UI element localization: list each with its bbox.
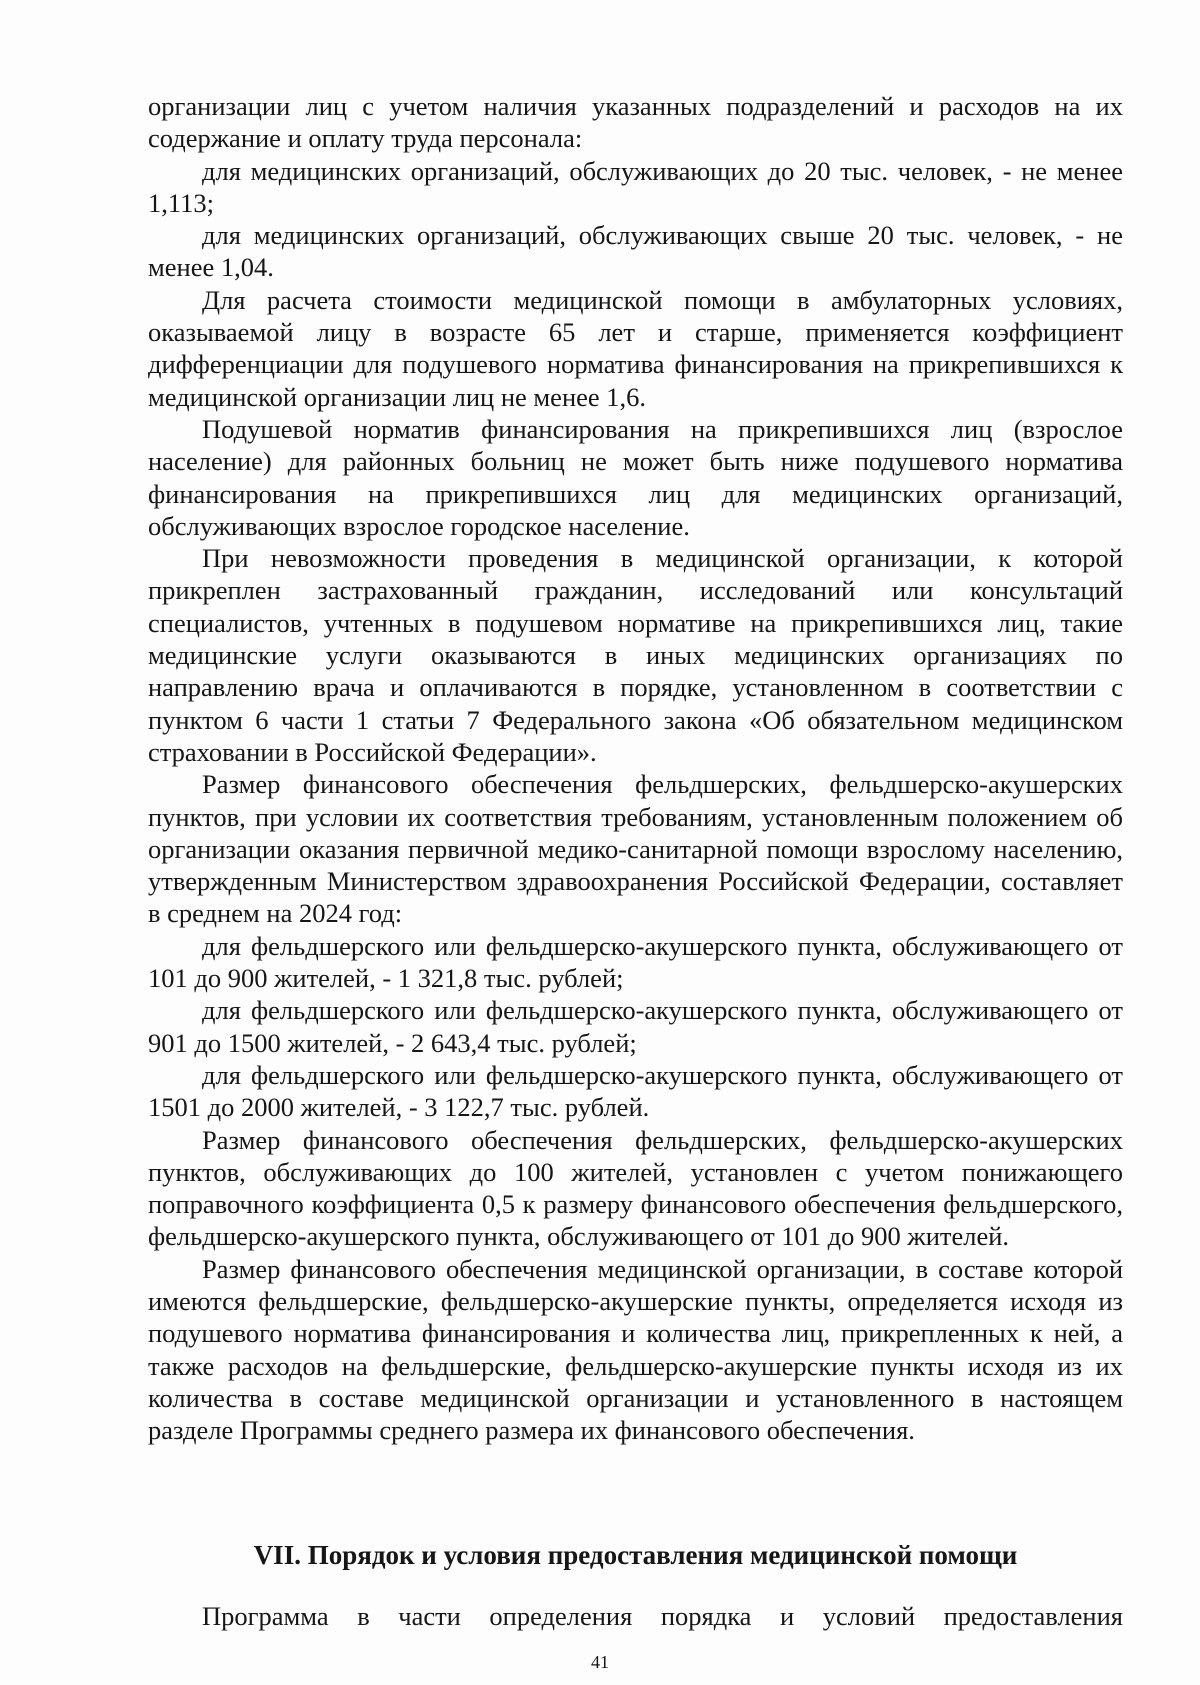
paragraph-7: Размер финансового обеспечения фельдшерских, фельдшерско-акушерских пунктов, при условии их соответствия требованиям, установленным положением об организации оказания первичной медико-санитарной помощи взрослому населению, утвержденным Министерством здравоохранения Российской Федерации, составляет в среднем на 2024 год: <box>148 769 1123 929</box>
paragraph-3: для медицинских организаций, обслуживающих свыше 20 тыс. человек, - не менее 1,04. <box>148 220 1123 283</box>
paragraph-11: Размер финансового обеспечения фельдшерских, фельдшерско-акушерских пунктов, обслуживающих до 100 жителей, установлен с учетом понижающего поправочного коэффициента 0,5 к размеру финансового обеспечения фельдшерского, фельдшерско-акушерского пункта, обслуживающего от 101 до 900 жителей. <box>148 1124 1123 1252</box>
body-text <box>148 90 1123 1446</box>
page-number: 41 <box>591 1652 609 1672</box>
paragraph-1: организации лиц с учетом наличия указанных подразделений и расходов на их содержание и оплату труда персонала: <box>148 91 1123 154</box>
paragraph-12: Размер финансового обеспечения медицинской организации, в составе которой имеются фельдшерские, фельдшерско-акушерские пункты, определяется исходя из подушевого норматива финансирования и количества лиц, прикрепленных к ней, а также расходов на фельдшерские, фельдшерско-акушерские пункты исходя из их количества в составе медицинской организации и установленного в настоящем разделе Программы среднего размера их финансового обеспечения. <box>148 1253 1123 1446</box>
paragraph-4: Для расчета стоимости медицинской помощи в амбулаторных условиях, оказываемой лицу в возрасте 65 лет и старше, применяется коэффициент дифференциации для подушевого норматива финансирования на прикрепившихся к медицинской организации лиц не менее 1,6. <box>148 284 1123 412</box>
paragraph-6: При невозможности проведения в медицинской организации, к которой прикреплен застрахованный гражданин, исследований или консультаций специалистов, учтенных в подушевом нормативе на прикрепившихся лиц, такие медицинские услуги оказываются в иных медицинских организациях по направлению врача и оплачиваются в порядке, установленном в соответствии с пунктом 6 части 1 статьи 7 Федерального закона «Об обязательном медицинском страховании в Российской Федерации». <box>148 543 1123 767</box>
paragraph-8: для фельдшерского или фельдшерско-акушерского пункта, обслуживающего от 101 до 900 жителей, - 1 321,8 тыс. рублей; <box>148 930 1123 994</box>
paragraph-9: для фельдшерского или фельдшерско-акушерского пункта, обслуживающего от 901 до 1500 жителей, - 2 643,4 тыс. рублей; <box>148 995 1123 1058</box>
paragraph-2: для медицинских организаций, обслуживающих до 20 тыс. человек, - не менее 1,113; <box>148 155 1123 218</box>
tail-paragraph: Программа в части определения порядка и условий предоставления <box>202 1601 1123 1631</box>
paragraph-10: для фельдшерского или фельдшерско-акушерского пункта, обслуживающего от 1501 до 2000 жителей, - 3 122,7 тыс. рублей. <box>148 1059 1123 1123</box>
section-heading: VII. Порядок и условия предоставления медицинской помощи <box>253 1540 1018 1570</box>
paragraph-5: Подушевой норматив финансирования на прикрепившихся лиц (взрослое население) для районных больниц не может быть ниже подушевого норматива финансирования на прикрепившихся лиц для медицинских организаций, обслуживающих взрослое городское население. <box>148 413 1123 541</box>
